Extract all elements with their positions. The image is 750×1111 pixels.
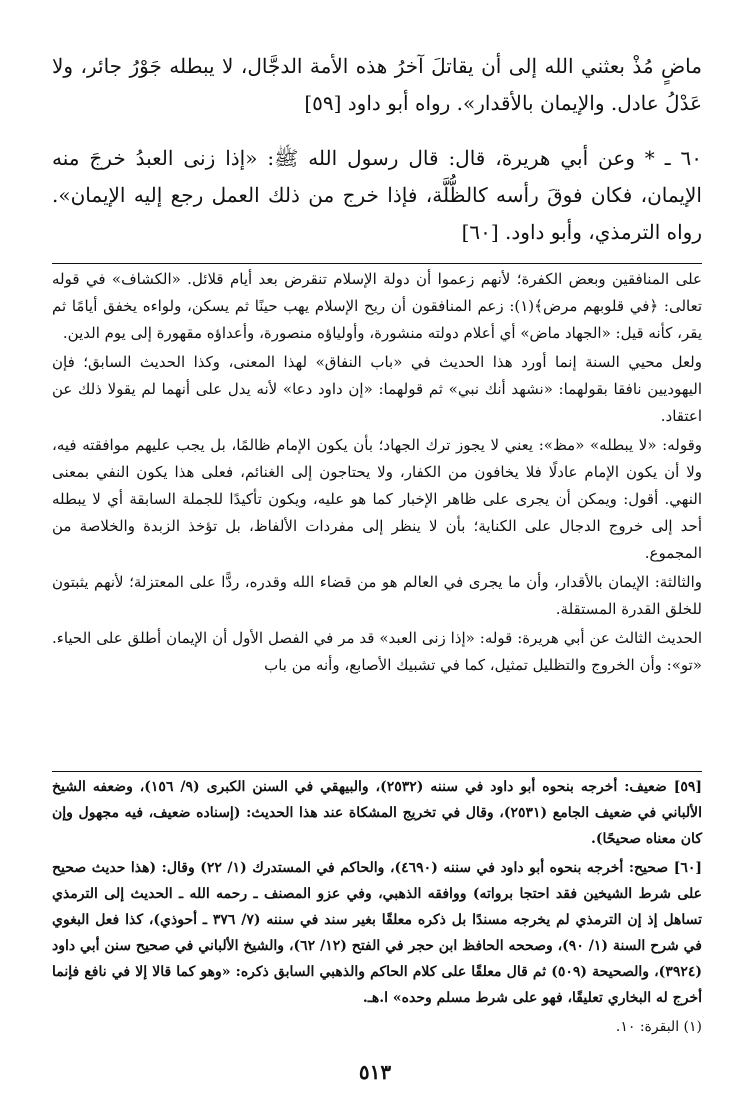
footnote-60: [٦٠] صحيح: أخرجه بنحوه أبو داود في سننه (٤٦٩٠)، والحاكم في المستدرك (١/ ٢٢) وقال: (هذا حديث صحيح على شرط الشيخين فقد احتجا برواته) ووافقه الذهبي، وفي عزو المصنف ـ رحمه الله ـ الحديث إلى الترمذي تساهل إذ إن الترمذي لم يخرجه مسندًا بل ذكره معلقًا بغير سند في سننه (٧/ ٣٧٦ ـ أحوذي)، كذا فعل البغوي في شرح السنة (١/ ٩٠)، وصححه الحافظ ابن حجر في الفتح (١٢/ ٦٢)، والشيخ الألباني في صحيح سنن أبي داود (٣٩٢٤)، والصحيحة (٥٠٩) ثم قال معلقًا على كلام الحاكم والذهبي السابق ذكره: «وهو كما قالا إلا في نافع فإنما أخرج له البخاري تعليقًا، فهو على شرط مسلم وحده» ا.هـ. — [52, 860, 702, 1006]
commentary-paragraph: ولعل محيي السنة إنما أورد هذا الحديث في «باب النفاق» لهذا المعنى، وكذا الحديث السابق؛ فإن اليهوديين نافقا بقولهما: «نشهد أنك نبي» ثم قولهما: «إن داود دعا» لأنه يدل على أنهما لم يقولا ذلك عن اعتقاد. — [52, 353, 702, 425]
footnotes-section — [52, 774, 702, 1043]
commentary-paragraph: والثالثة: الإيمان بالأقدار، وأن ما يجرى في العالم هو من قضاء الله وقدره، ردًّا على المعتزلة؛ لأنهم يثبتون للخلق القدرة المستقلة. — [52, 573, 702, 618]
footnote-59: [٥٩] ضعيف: أخرجه بنحوه أبو داود في سننه (٢٥٣٢)، والبيهقي في السنن الكبرى (٩/ ١٥٦)، وضعفه الشيخ الألباني في ضعيف الجامع (٢٥٣١)، وقال في تخريج المشكاة عند هذا الحديث: (إسناده ضعيف، فيه مجهول وإن كان معناه صحيحًا). — [52, 779, 702, 847]
hadith-59-text: ماضٍ مُذْ بعثني الله إلى أن يقاتلَ آخرُ هذه الأمة الدجَّال، لا يبطله جَوْرُ جائر، ولا عَدْلُ عادل. والإيمان بالأقدار». رواه أبو داود [٥٩] — [52, 54, 702, 115]
footnote-divider — [52, 771, 702, 772]
commentary-section — [52, 266, 702, 681]
page-number: ٥١٣ — [358, 1060, 392, 1084]
main-text-divider — [52, 263, 702, 264]
commentary-paragraph: على المنافقين وبعض الكفرة؛ لأنهم زعموا أن دولة الإسلام تنقرض بعد أيام قلائل. «الكشاف» في قوله تعالى: ﴿في قلوبهم مرض﴾(١): زعم المنافقون أن ريح الإسلام يهب حينًا ثم يسكن، ولواءه يخفق أيامًا ثم يقر، كأنه قيل: «الجهاد ماض» أي أعلام دولته منشورة، وأولياؤه منصورة، وأعداؤه مقهورة إلى يوم الدين. — [52, 270, 703, 342]
commentary-paragraph: وقوله: «لا يبطله» «مظ»: يعني لا يجوز ترك الجهاد؛ بأن يكون الإمام ظالمًا، بل يجب عليهم موافقته فيه، ولا أن يكون الإمام عادلًا فلا يخافون من الكفار، ولا يحتاجون إلى الغنائم، فعلى هذا يكون النفي بمعنى النهي. أقول: ويمكن أن يجرى على ظاهر الإخبار كما هو عليه، ويكون تأكيدًا للجملة السابقة أي لا يبطله أحد إلى خروج الدجال على الكناية؛ بأن لا ينظر إلى مفردات الألفاظ، بل تؤخذ الزبدة والخلاصة من المجموع. — [52, 436, 702, 562]
commentary-paragraph: الحديث الثالث عن أبي هريرة: قوله: «إذا زنى العبد» قد مر في الفصل الأول أن الإيمان أطلق على الحياء. «تو»: وأن الخروج والتظليل تمثيل، كما في تشبيك الأصابع، وأنه من باب — [52, 629, 702, 674]
hadith-60-text: ٦٠ ـ * وعن أبي هريرة، قال: قال رسول الله ﷺ: «إذا زنى العبدُ خرجَ منه الإيمان، فكان فوقَ رأسه كالظُّلَّة، فإذا خرج من ذلك العمل رجع إليه الإيمان». رواه الترمذي، وأبو داود. [٦٠] — [52, 146, 702, 244]
footnote-1: (١) البقرة: ١٠. — [615, 1019, 702, 1035]
